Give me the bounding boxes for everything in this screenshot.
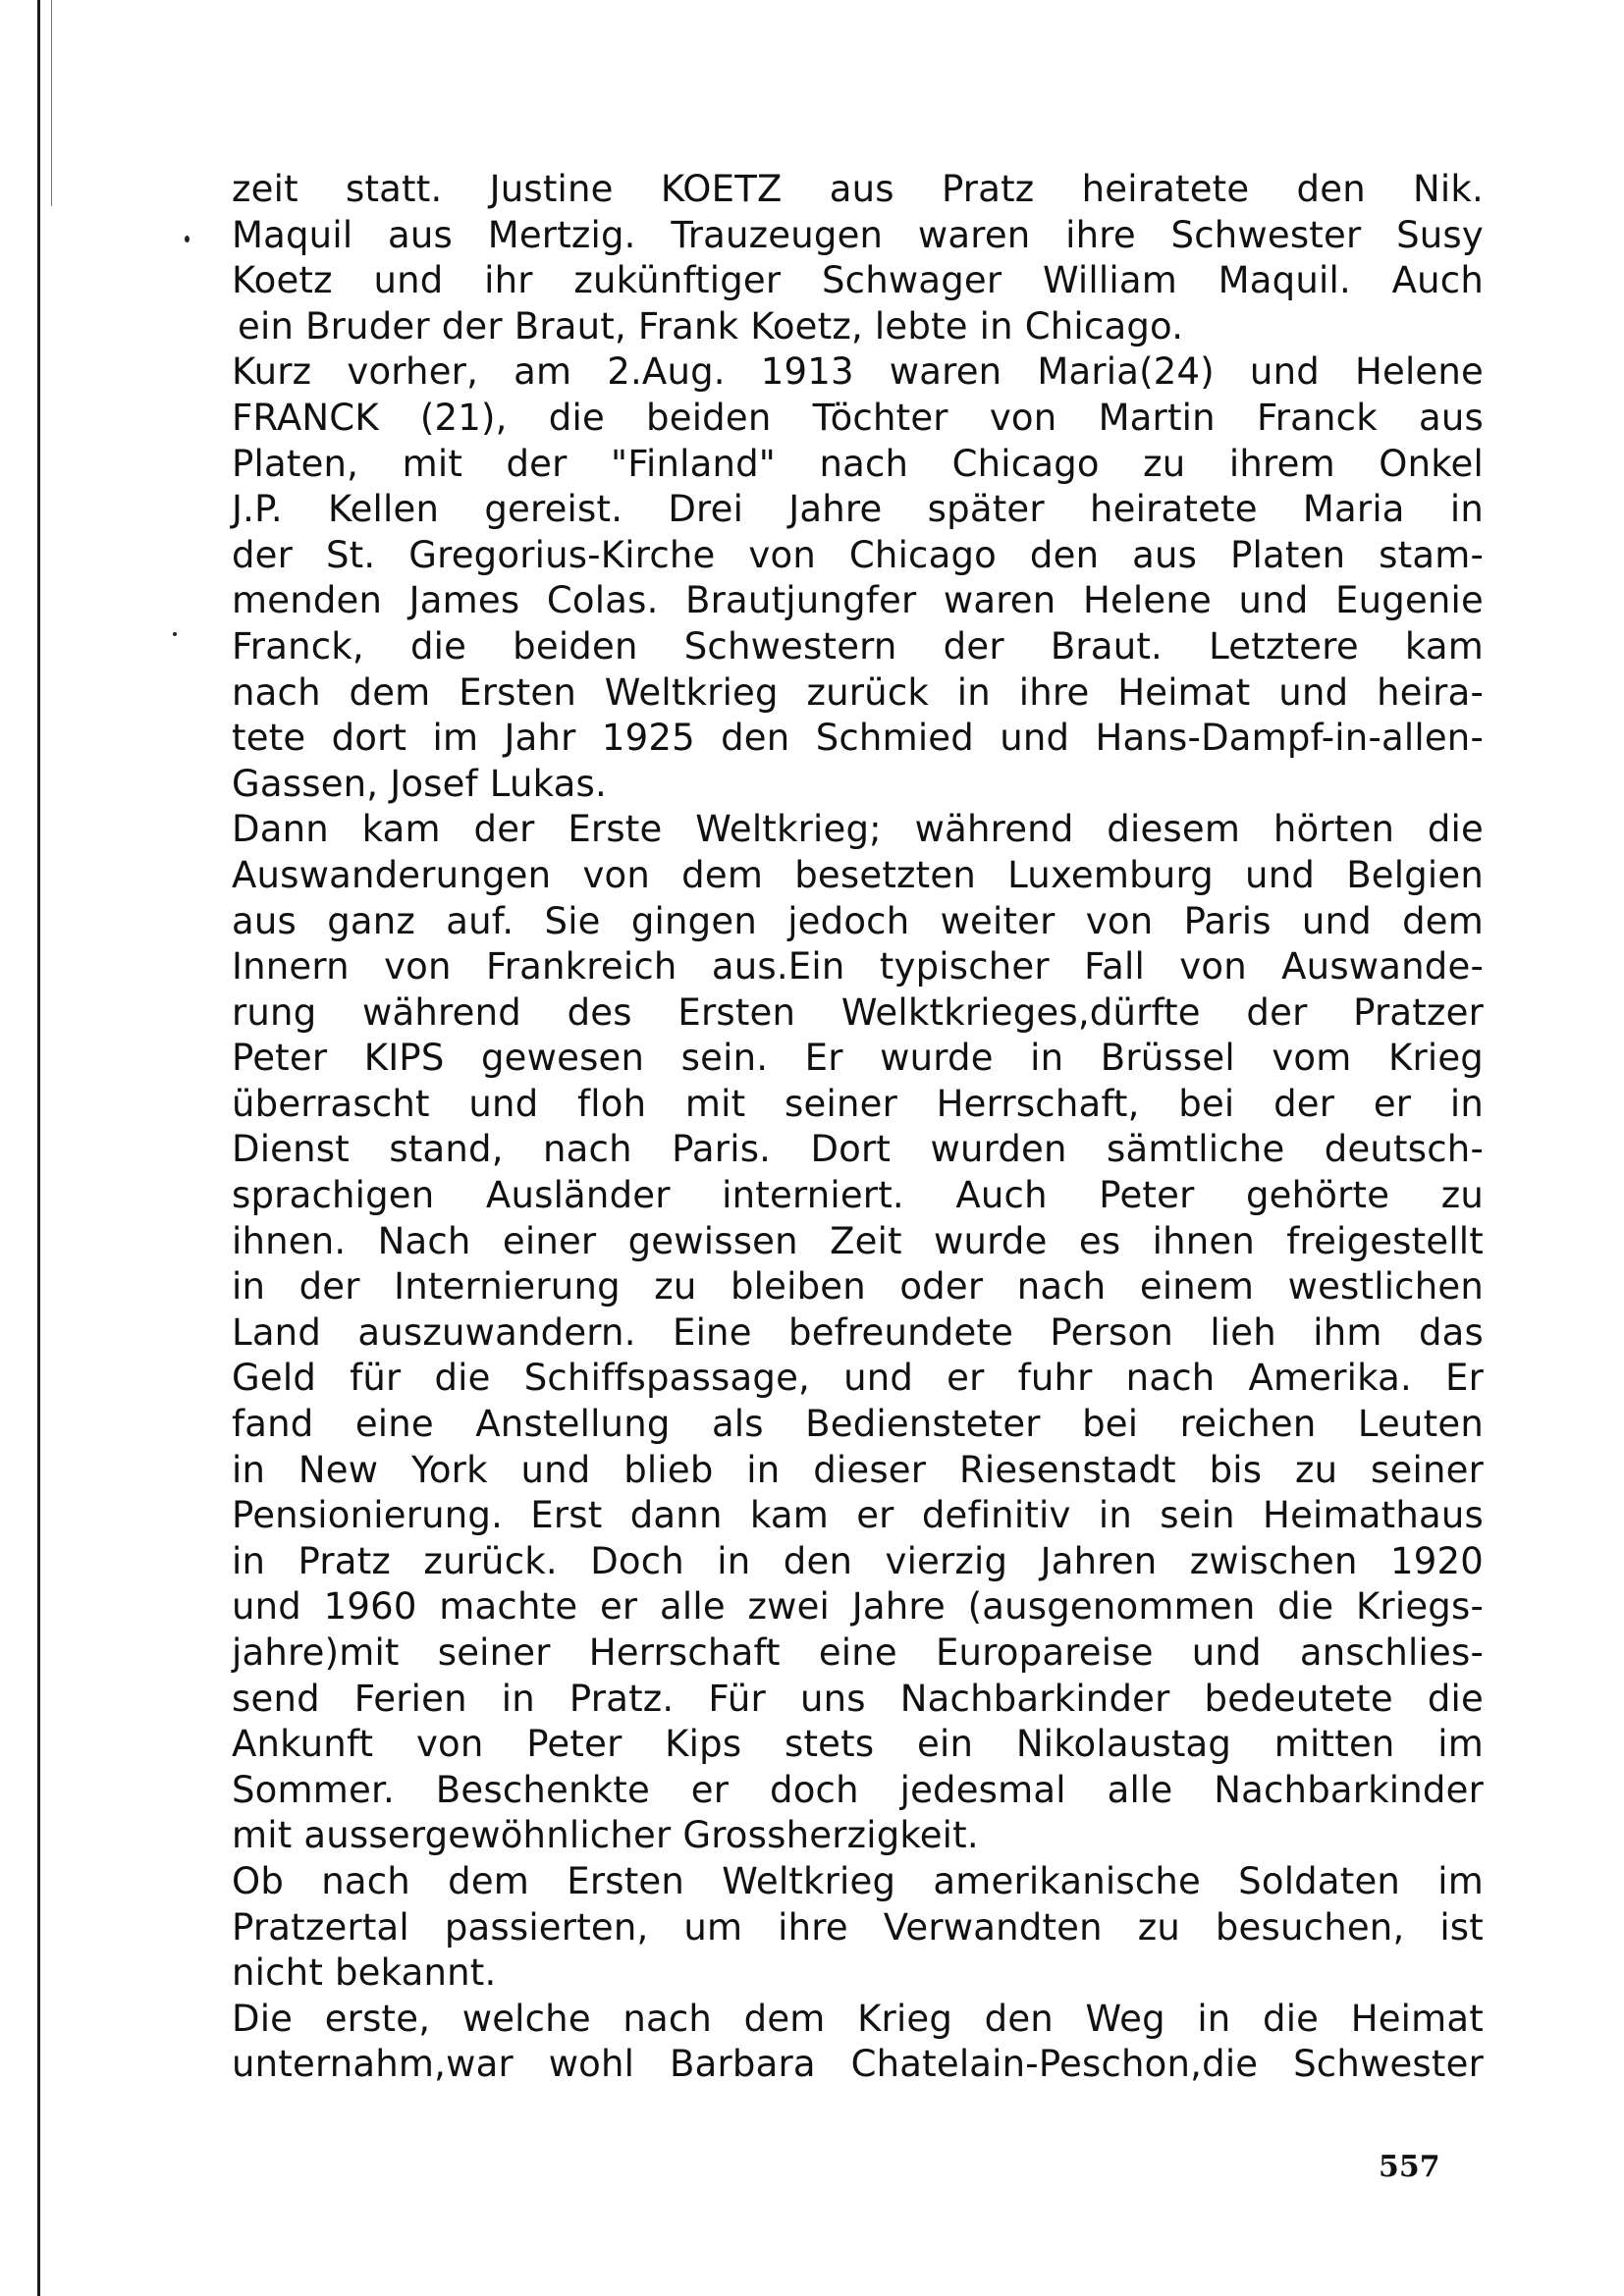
text-line: Kurz vorher, am 2.Aug. 1913 waren Maria(24) und Helene	[232, 350, 1484, 394]
text-line: Koetz und ihr zukünftiger Schwager William Maquil. Auch	[232, 259, 1484, 302]
scan-speck	[185, 236, 189, 242]
text-line: Ankunft von Peter Kips stets ein Nikolaustag mitten im	[232, 1723, 1484, 1766]
text-line: Land auszuwandern. Eine befreundete Person lieh ihm das	[232, 1310, 1484, 1354]
text-line: Dann kam der Erste Weltkrieg; während diesem hörten die	[232, 808, 1484, 851]
text-line: unternahm,war wohl Barbara Chatelain-Peschon,die Schwester	[232, 2043, 1484, 2086]
text-line: mit aussergewöhnlicher Grossherzigkeit.	[232, 1814, 979, 1857]
text-line: überrascht und floh mit seiner Herrschaft, bei der er in	[232, 1082, 1484, 1125]
text-line: ihnen. Nach einer gewissen Zeit wurde es ihnen freigestellt	[232, 1219, 1484, 1262]
page-number: 557	[1379, 2150, 1440, 2184]
body-text	[232, 167, 1484, 2088]
text-line: ein Bruder der Braut, Frank Koetz, lebte in Chicago.	[238, 304, 1184, 347]
text-line: Auswanderungen von dem besetzten Luxemburg und Belgien	[232, 853, 1484, 896]
text-line: Innern von Frankreich aus.Ein typischer Fall von Auswande-	[232, 945, 1484, 988]
text-line: send Ferien in Pratz. Für uns Nachbarkinder bedeutete die	[232, 1677, 1484, 1720]
text-line: Die erste, welche nach dem Krieg den Weg in die Heimat	[232, 1997, 1484, 2040]
text-line: Sommer. Beschenkte er doch jedesmal alle Nachbarkinder	[232, 1768, 1484, 1811]
scan-margin-edge-thin	[51, 0, 52, 206]
text-line: Pratzertal passierten, um ihre Verwandten zu besuchen, ist	[232, 1905, 1484, 1949]
text-line: tete dort im Jahr 1925 den Schmied und Hans-Dampf-in-allen-	[232, 717, 1484, 760]
text-line: rung während des Ersten Welktkrieges,dürfte der Pratzer	[232, 990, 1484, 1034]
text-line: der St. Gregorius-Kirche von Chicago den aus Platen stam-	[232, 533, 1484, 576]
text-line: jahre)mit seiner Herrschaft eine Europareise und anschlies-	[232, 1631, 1484, 1674]
text-line: Platen, mit der "Finland" nach Chicago zu ihrem Onkel	[232, 442, 1484, 485]
text-line: Geld für die Schiffspassage, und er fuhr nach Amerika. Er	[232, 1357, 1484, 1400]
text-line: und 1960 machte er alle zwei Jahre (ausgenommen die Kriegs-	[232, 1585, 1484, 1629]
text-line: Pensionierung. Erst dann kam er definitiv in sein Heimathaus	[232, 1494, 1484, 1537]
text-line: aus ganz auf. Sie gingen jedoch weiter von Paris und dem	[232, 899, 1484, 942]
text-line: Maquil aus Mertzig. Trauzeugen waren ihre Schwester Susy	[232, 213, 1484, 256]
text-line: in New York und blieb in dieser Riesenstadt bis zu seiner	[232, 1448, 1484, 1491]
text-line: Franck, die beiden Schwestern der Braut. Letztere kam	[232, 624, 1484, 667]
text-line: nicht bekannt.	[232, 1951, 497, 1995]
text-line: FRANCK (21), die beiden Töchter von Martin Franck aus	[232, 396, 1484, 439]
text-line: Dienst stand, nach Paris. Dort wurden sämtliche deutsch-	[232, 1128, 1484, 1171]
text-line: Gassen, Josef Lukas.	[232, 762, 607, 805]
text-line: in der Internierung zu bleiben oder nach einem westlichen	[232, 1265, 1484, 1308]
text-line: J.P. Kellen gereist. Drei Jahre später heiratete Maria in	[232, 488, 1484, 531]
text-line: Ob nach dem Ersten Weltkrieg amerikanische Soldaten im	[232, 1859, 1484, 1902]
text-line: sprachigen Ausländer interniert. Auch Peter gehörte zu	[232, 1174, 1484, 1217]
text-line: zeit statt. Justine KOETZ aus Pratz heiratete den Nik.	[232, 168, 1484, 210]
text-line: fand eine Anstellung als Bediensteter bei reichen Leuten	[232, 1403, 1484, 1446]
text-line: nach dem Ersten Weltkrieg zurück in ihre Heimat und heira-	[232, 670, 1484, 714]
text-line: menden James Colas. Brautjungfer waren Helene und Eugenie	[232, 579, 1484, 622]
scan-speck	[173, 632, 177, 636]
scan-margin-edge	[37, 0, 40, 2296]
text-line: in Pratz zurück. Doch in den vierzig Jahren zwischen 1920	[232, 1539, 1484, 1582]
text-line: Peter KIPS gewesen sein. Er wurde in Brüssel vom Krieg	[232, 1037, 1484, 1080]
